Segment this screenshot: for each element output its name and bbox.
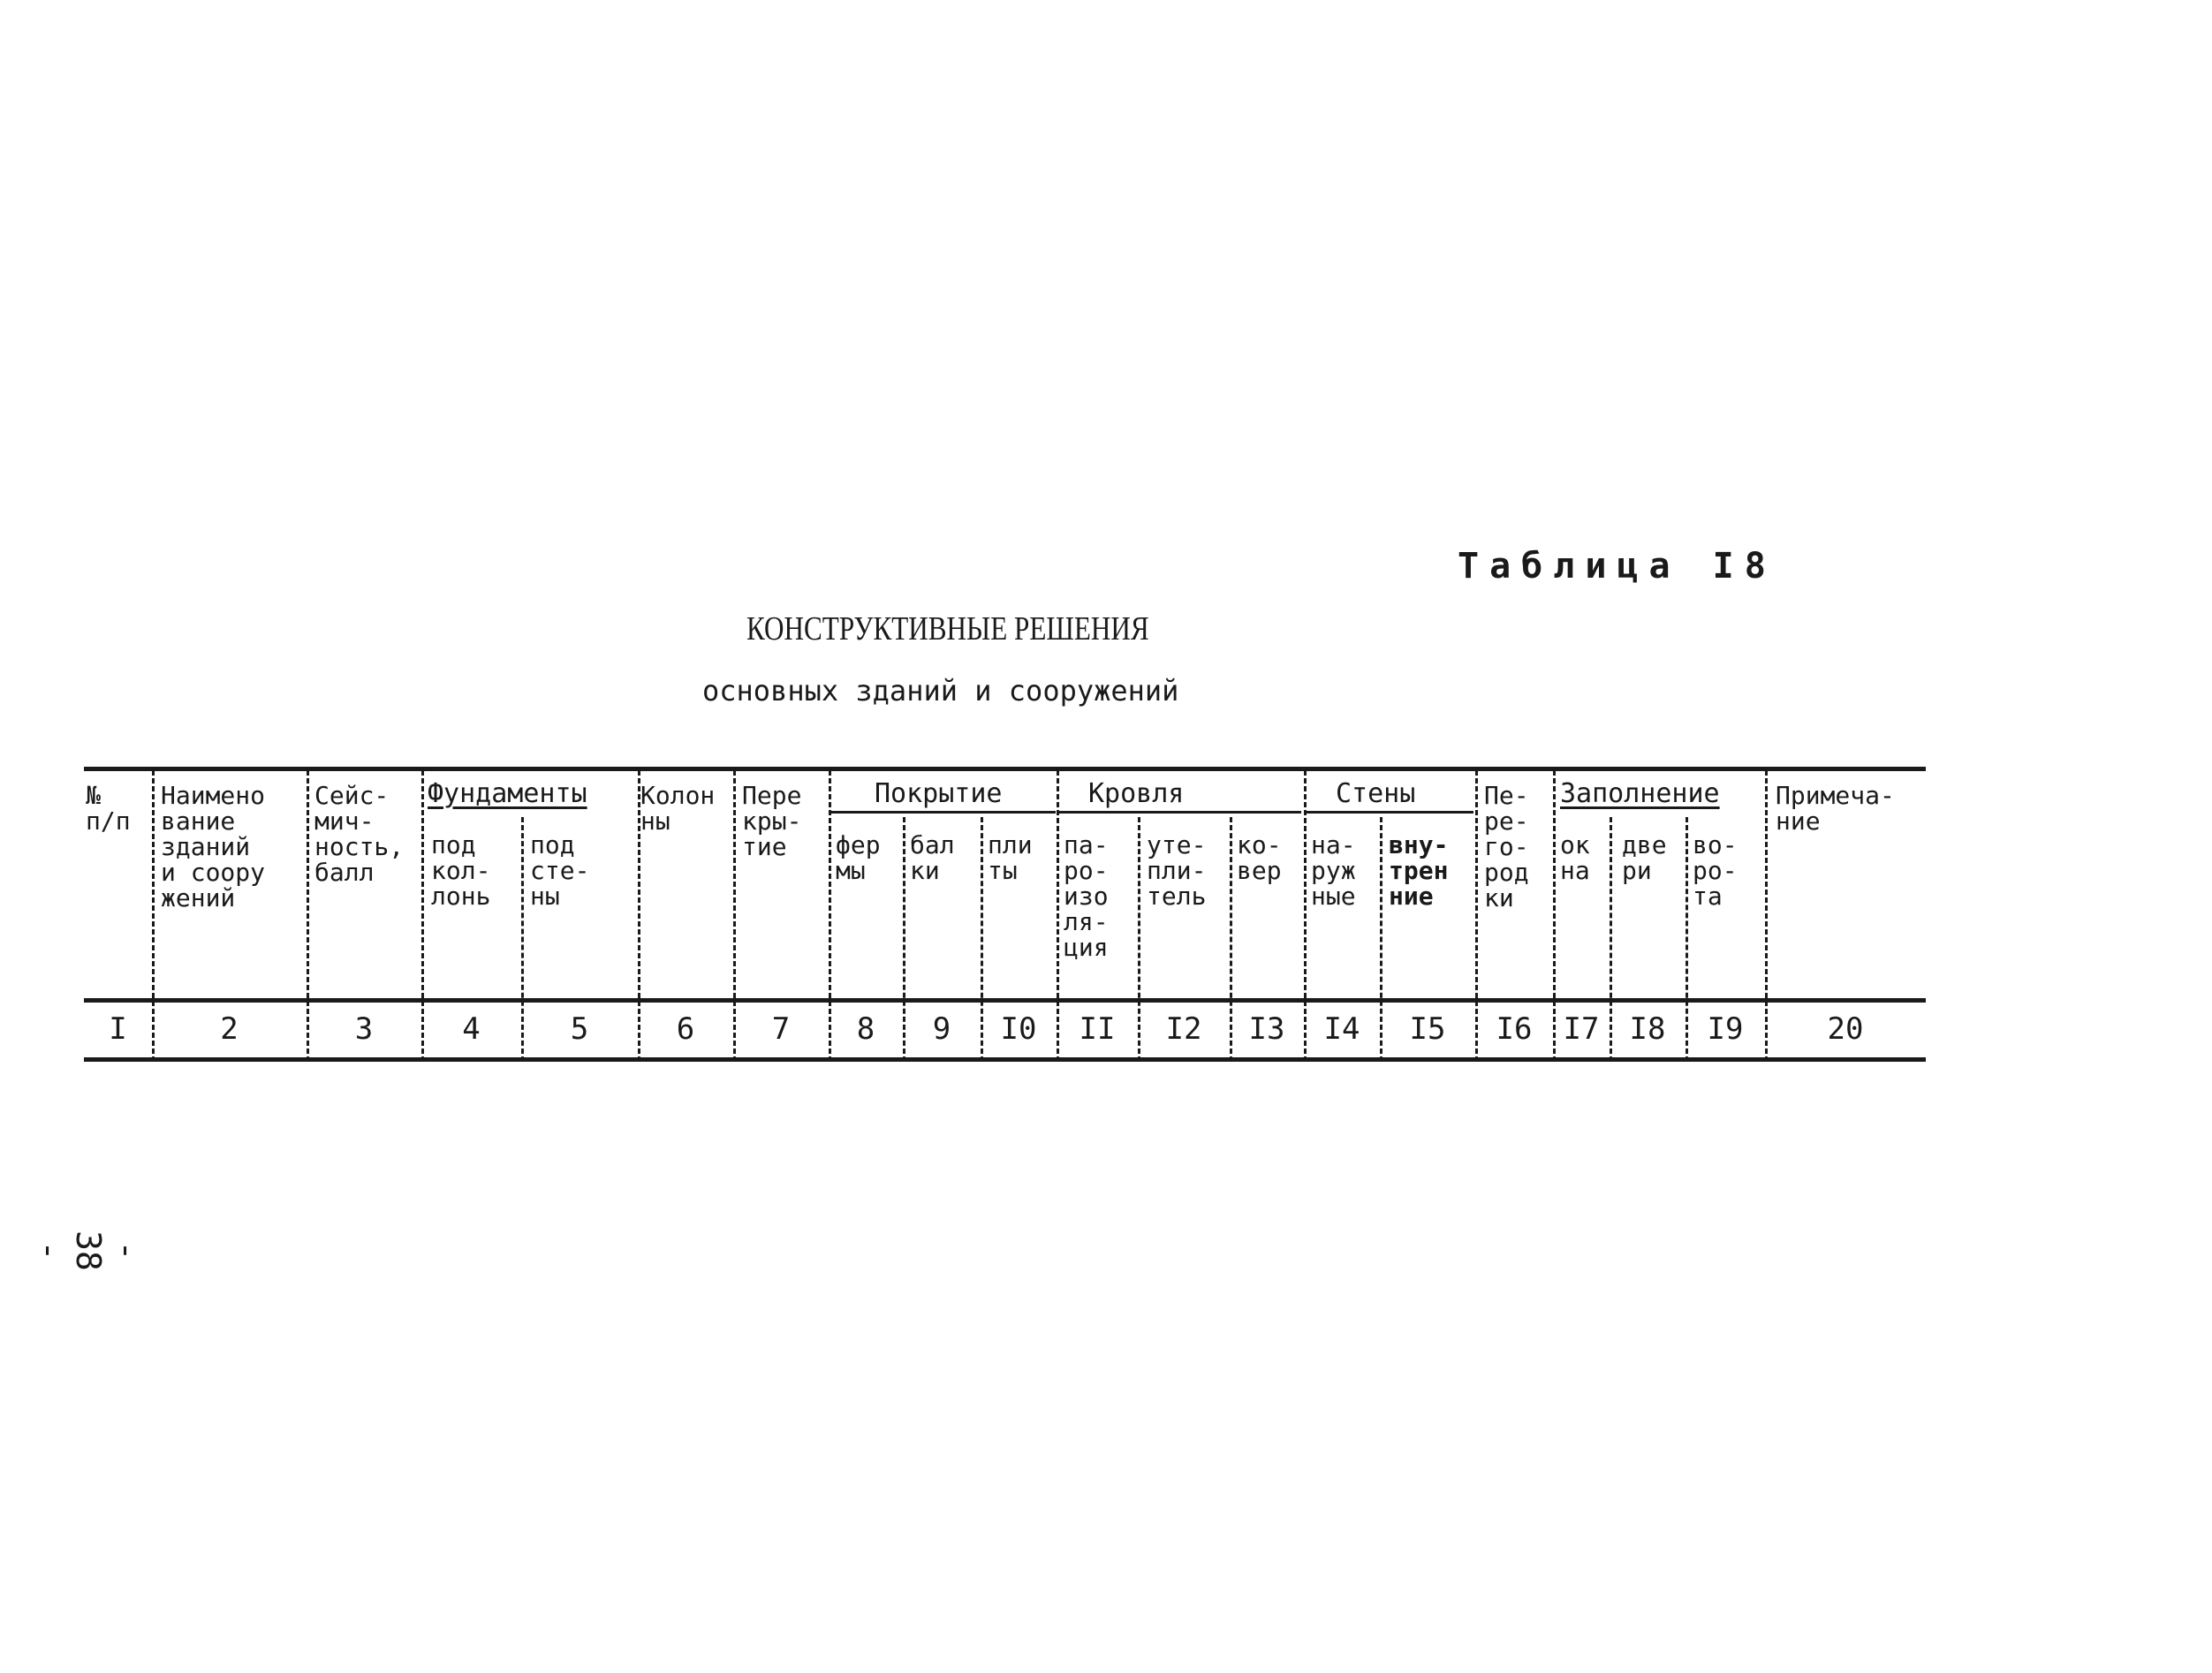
column-number: 2 [220,1011,239,1047]
header-vapor-barrier: па- ро- изо ля- ция [1064,830,1109,962]
header-beams: бал ки [910,830,955,885]
header-trusses: фер мы [836,830,881,885]
group-heading-roof: Кровля [1088,778,1185,809]
walls-underline [1306,811,1473,814]
column-number: I0 [1000,1011,1037,1047]
header-bottom-rule [84,998,1926,1003]
header-internal-walls: вну- трен ние [1389,830,1449,911]
column-number: I3 [1248,1011,1285,1047]
header-name: Наимено вание зданий и соору жений [161,781,266,912]
column-number: 20 [1827,1011,1864,1047]
page-number [30,1166,147,1271]
header-roofing: ко- вер [1237,830,1282,885]
header-external-walls: на- руж ные [1311,830,1356,911]
group-heading-filling: Заполнение [1560,778,1720,809]
column-number: II [1079,1011,1116,1047]
column-number: 4 [462,1011,481,1047]
header-seismicity: Сейс- мич- ность, балл [314,781,405,887]
group-heading-walls: Стены [1336,778,1416,809]
table-top-rule [84,767,1926,771]
header-doors: две ри [1622,830,1667,885]
group-heading-foundations: Фундаменты [428,778,587,809]
group-heading-covering: Покрытие [875,778,1003,809]
header-slabs: пли ты [988,830,1033,885]
column-number: I4 [1323,1011,1360,1047]
covering-underline [830,811,1056,814]
column-number: I8 [1629,1011,1666,1047]
column-number: 6 [676,1011,695,1047]
column-number: 7 [771,1011,791,1047]
column-number: 3 [354,1011,374,1047]
header-number: № п/п [86,781,131,836]
column-number: I5 [1409,1011,1446,1047]
table-label: Таблица I8 [1458,546,1776,587]
header-found-walls: под сте- ны [530,830,590,911]
header-partitions: Пе- ре- го- род ки [1484,781,1529,912]
header-notes: Примеча- ние [1776,781,1895,836]
page-number-text: - 38 - [30,1230,147,1271]
header-gates: во- ро- та [1693,830,1738,911]
column-number: 9 [932,1011,951,1047]
roof-underline [1058,811,1301,814]
document-title: КОНСТРУКТИВНЫЕ РЕШЕНИЯ [746,610,1149,647]
column-number: I7 [1563,1011,1600,1047]
header-windows: ок на [1560,830,1590,885]
column-number: I9 [1707,1011,1744,1047]
header-found-columns: под кол- лонь [431,830,491,911]
column-number: I [109,1011,127,1047]
header-floors: Пере кры- тие [742,781,802,861]
column-number: 8 [856,1011,875,1047]
table-bottom-rule [84,1057,1926,1062]
column-number: I2 [1165,1011,1202,1047]
header-columns: Колон ны [640,781,716,836]
column-number: I6 [1496,1011,1533,1047]
column-number: 5 [570,1011,589,1047]
document-subtitle: основных зданий и сооружений [702,674,1179,708]
header-insulation: уте- пли- тель [1147,830,1207,911]
